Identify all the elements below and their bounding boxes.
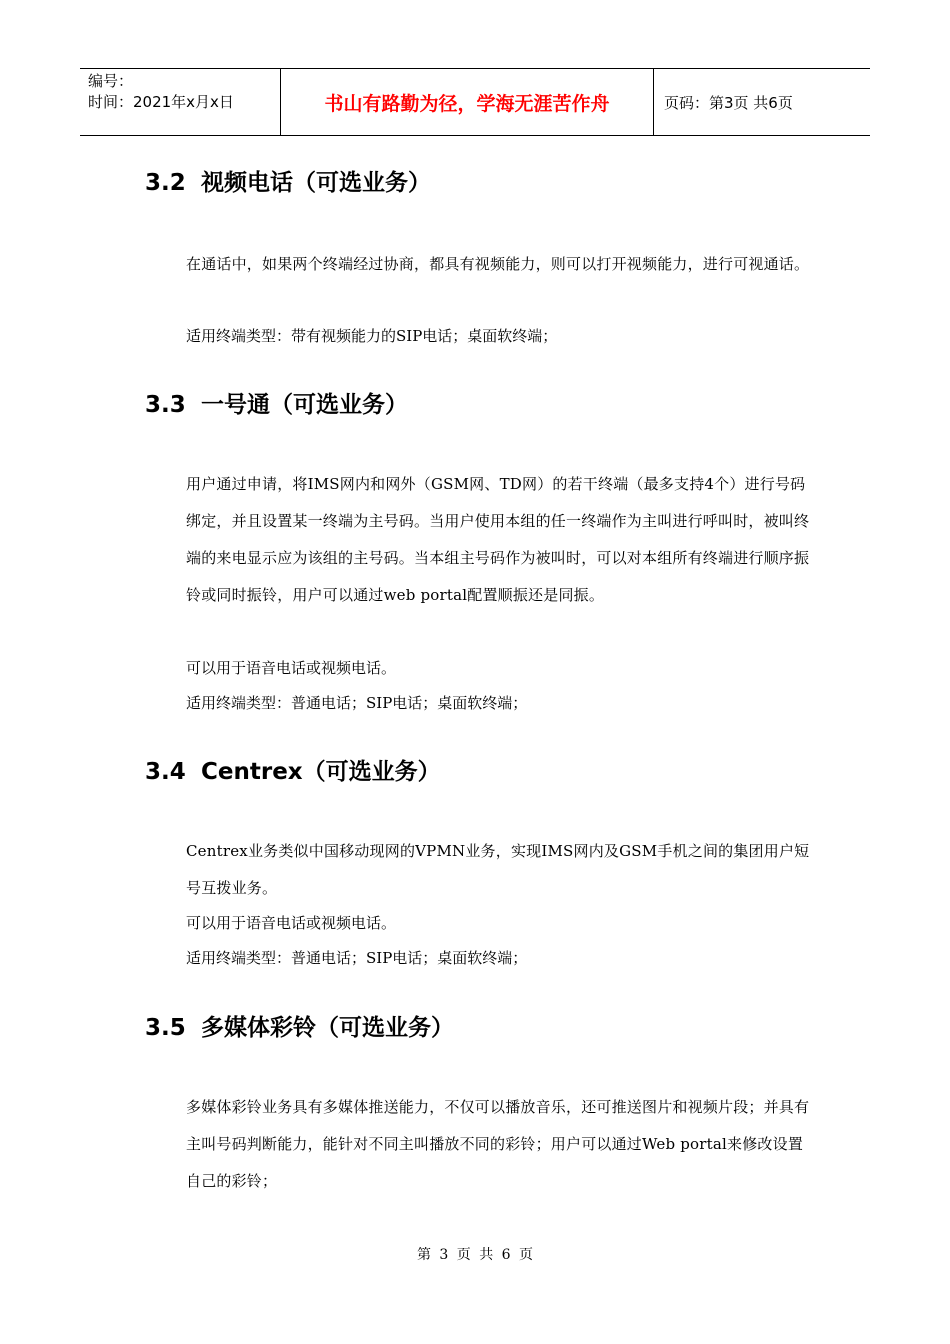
section-title: Centrex（可选业务）	[201, 759, 441, 785]
section-paragraph: 用户通过申请，将IMS网内和网外（GSM网、TD网）的若干终端（最多支持4个）进行号码绑定，并且设置某一终端为主号码。当用户使用本组的任一终端作为主叫进行呼叫时，被叫终端的来电显示应为该组的主号码。当本组主号码作为被叫时，可以对本组所有终端进行顺序振铃或同时振铃，用户可以通过web portal配置顺振还是同振。	[186, 475, 810, 604]
section-heading	[145, 1013, 454, 1043]
section-title: 多媒体彩铃（可选业务）	[201, 1015, 454, 1041]
section-line: 适用终端类型：普通电话；SIP电话；桌面软终端；	[186, 949, 528, 967]
section-line: 可以用于语音电话或视频电话。	[186, 659, 397, 677]
header-meta	[80, 69, 281, 135]
section-number: 3.5	[145, 1015, 186, 1041]
page-header	[80, 68, 870, 136]
time-label: 时间：2021年x月x日	[88, 93, 234, 111]
page-footer: 第 3 页 共 6 页	[416, 1247, 534, 1263]
section-paragraph: 在通话中，如果两个终端经过协商，都具有视频能力，则可以打开视频能力，进行可视通话。	[186, 255, 810, 273]
section-heading	[145, 757, 441, 787]
section-number: 3.4	[145, 759, 186, 785]
section-heading	[145, 168, 431, 198]
header-page-info: 页码：第3页 共6页	[664, 93, 793, 112]
section-title: 视频电话（可选业务）	[201, 170, 431, 196]
section-heading	[145, 390, 408, 420]
section-line: 适用终端类型：带有视频能力的SIP电话；桌面软终端；	[186, 327, 558, 345]
section-paragraph: 多媒体彩铃业务具有多媒体推送能力，不仅可以播放音乐，还可推送图片和视频片段；并具有主叫号码判断能力，能针对不同主叫播放不同的彩铃；用户可以通过Web portal来修改设置自己的彩铃；	[186, 1098, 810, 1190]
section-title: 一号通（可选业务）	[201, 392, 408, 418]
section-number: 3.3	[145, 392, 186, 418]
header-motto: 书山有路勤为径，学海无涯苦作舟	[281, 69, 654, 135]
section-line: 可以用于语音电话或视频电话。	[186, 914, 397, 932]
section-line: 适用终端类型：普通电话；SIP电话；桌面软终端；	[186, 694, 528, 712]
section-paragraph: Centrex业务类似中国移动现网的VPMN业务，实现IMS网内及GSM手机之间的集团用户短号互拨业务。	[186, 842, 810, 897]
serial-label: 编号：	[88, 72, 134, 90]
section-number: 3.2	[145, 170, 186, 196]
